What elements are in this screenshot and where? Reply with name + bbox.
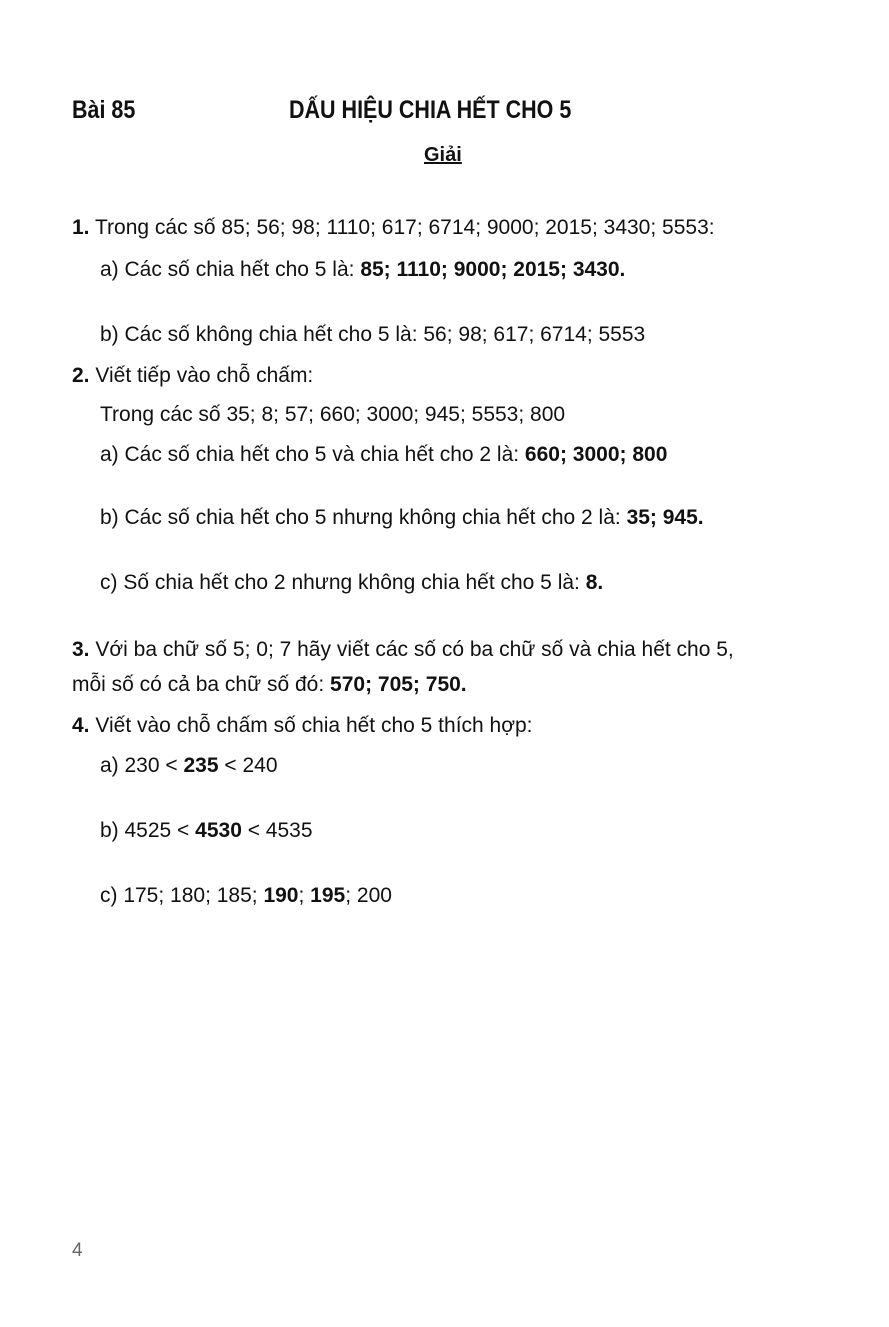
question-4c-answer-2: 195 bbox=[310, 884, 346, 907]
question-2a-prefix: a) Các số chia hết cho 5 và chia hết cho 2 là: bbox=[100, 443, 525, 466]
question-4b bbox=[100, 818, 313, 844]
question-2 bbox=[72, 363, 313, 389]
question-1a bbox=[100, 257, 625, 283]
question-4b-before: b) 4525 < bbox=[100, 819, 196, 842]
question-4c-before: c) 175; 180; 185; bbox=[100, 884, 264, 907]
question-4b-answer: 4530 bbox=[195, 819, 242, 842]
question-4 bbox=[72, 713, 533, 739]
question-2a bbox=[100, 442, 667, 468]
question-3-line-2-prefix: mỗi số có cả ba chữ số đó: bbox=[72, 673, 331, 696]
question-3 bbox=[72, 637, 734, 663]
question-2b-prefix: b) Các số chia hết cho 5 nhưng không chia hết cho 2 là: bbox=[100, 506, 627, 529]
lesson-number: Bài 85 bbox=[72, 96, 136, 124]
question-4a-answer: 235 bbox=[183, 754, 219, 777]
question-4-text: Viết vào chỗ chấm số chia hết cho 5 thích hợp: bbox=[95, 714, 533, 737]
question-1a-answer: 85; 1110; 9000; 2015; 3430. bbox=[360, 258, 626, 281]
question-2c-prefix: c) Số chia hết cho 2 nhưng không chia hết cho 5 là: bbox=[100, 571, 586, 594]
question-4c bbox=[100, 883, 392, 909]
question-2c-answer: 8. bbox=[585, 571, 604, 594]
question-3-answer: 570; 705; 750. bbox=[330, 673, 467, 696]
question-2-given: Trong các số 35; 8; 57; 660; 3000; 945; 5553; 800 bbox=[100, 403, 566, 426]
page-number: 4 bbox=[72, 1240, 83, 1261]
question-2a-answer: 660; 3000; 800 bbox=[524, 443, 668, 466]
question-4a-after: < 240 bbox=[218, 754, 278, 777]
question-2b-answer: 35; 945. bbox=[626, 506, 704, 529]
question-1-text: Trong các số 85; 56; 98; 1110; 617; 6714; 9000; 2015; 3430; 5553: bbox=[94, 216, 715, 239]
question-3-line-1: Với ba chữ số 5; 0; 7 hãy viết các số có ba chữ số và chia hết cho 5, bbox=[95, 638, 734, 661]
question-4a bbox=[100, 753, 278, 779]
question-1-number: 1. bbox=[72, 216, 90, 239]
question-2b bbox=[100, 505, 704, 531]
question-2-text: Viết tiếp vào chỗ chấm: bbox=[95, 364, 314, 387]
question-1b: b) Các số không chia hết cho 5 là: 56; 98; 617; 6714; 5553 bbox=[100, 323, 646, 346]
solution-heading: Giải bbox=[424, 144, 462, 166]
question-4b-after: < 4535 bbox=[241, 819, 313, 842]
question-3-number: 3. bbox=[72, 638, 90, 661]
question-4c-after: ; 200 bbox=[345, 884, 392, 907]
question-2c bbox=[100, 570, 603, 596]
question-2-number: 2. bbox=[72, 364, 90, 387]
question-4c-answer-1: 190 bbox=[263, 884, 299, 907]
question-4c-separator: ; bbox=[298, 884, 311, 907]
question-3-line-2 bbox=[72, 672, 467, 698]
question-4-number: 4. bbox=[72, 714, 90, 737]
question-1a-prefix: a) Các số chia hết cho 5 là: bbox=[100, 258, 361, 281]
question-1 bbox=[72, 215, 715, 241]
page-title: DẤU HIỆU CHIA HẾT CHO 5 bbox=[289, 96, 572, 124]
question-4a-before: a) 230 < bbox=[100, 754, 184, 777]
